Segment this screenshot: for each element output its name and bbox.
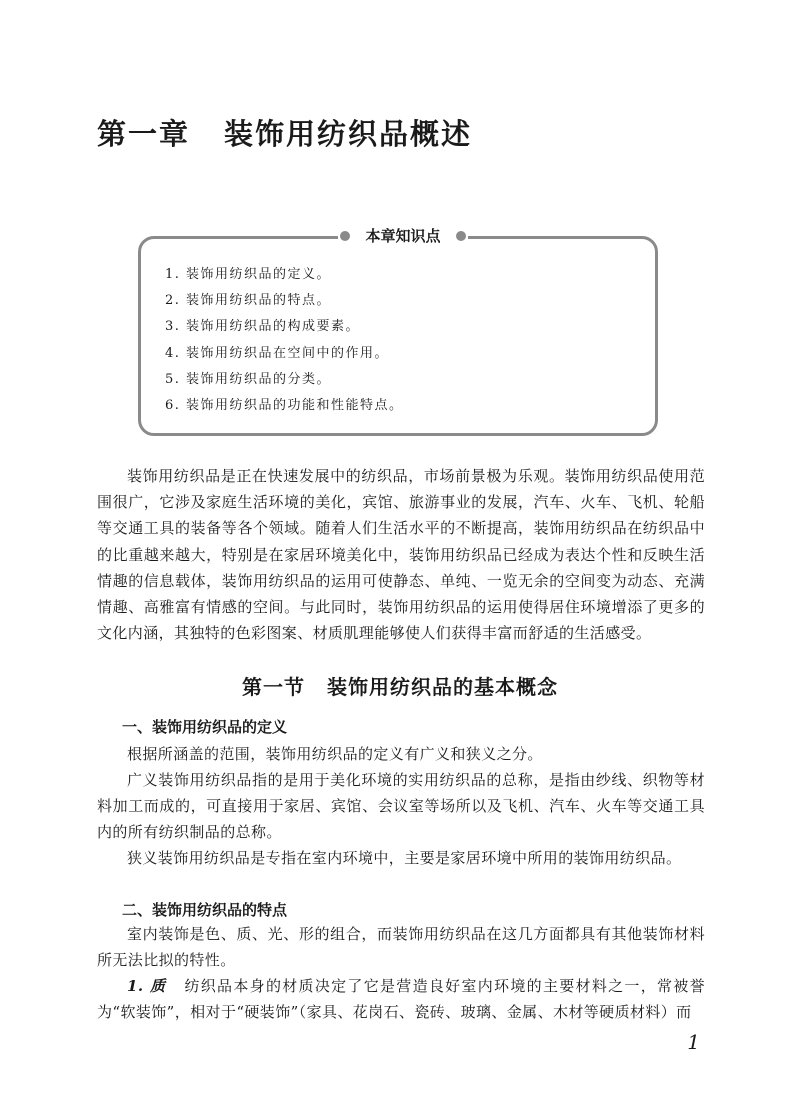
list-item: 3. 装饰用纺织品的构成要素。 <box>165 319 361 335</box>
features-paragraph-1: 室内装饰是色、质、光、形的组合，而装饰用纺织品在这几方面都具有其他装饰材料所无法比拟的特性。 <box>97 925 705 970</box>
list-item: 6. 装饰用纺织品的功能和性能特点。 <box>165 397 404 413</box>
list-item: 1. 装饰用纺织品的定义。 <box>165 267 332 282</box>
knowledge-points-title: 本章知识点 <box>365 227 441 245</box>
section-number: 第一节 <box>242 675 305 699</box>
chapter-title <box>97 112 472 153</box>
list-item: 2. 装饰用纺织品的特点。 <box>165 293 332 309</box>
page-number: 1 <box>687 1030 700 1054</box>
features-item-1 <box>97 973 705 1025</box>
section-title <box>0 671 800 700</box>
bullet-dot-icon <box>340 231 350 241</box>
features-item-1-label: 1. 质 <box>127 977 167 995</box>
list-item: 4. 装饰用纺织品在空间中的作用。 <box>165 345 390 361</box>
chapter-number: 第一章 <box>97 117 191 151</box>
list-item: 5. 装饰用纺织品的分类。 <box>165 371 332 387</box>
knowledge-points-list <box>165 262 404 419</box>
chapter-name: 装饰用纺织品概述 <box>224 117 473 151</box>
definition-paragraph-1: 根据所涵盖的范围，装饰用纺织品的定义有广义和狭义之分。 <box>127 745 543 763</box>
knowledge-points-header <box>338 224 468 248</box>
definition-heading: 一、装饰用纺织品的定义 <box>122 718 288 736</box>
section-name: 装饰用纺织品的基本概念 <box>327 675 558 699</box>
definition-paragraph-2: 广义装饰用纺织品指的是用于美化环境的实用纺织品的总称，是指由纱线、织物等材料加工而成的，可直接用于家居、宾馆、会议室等场所以及飞机、汽车、火车等交通工具内的所有纺织制品的总称。 <box>97 771 705 842</box>
features-heading: 二、装饰用纺织品的特点 <box>122 901 288 919</box>
intro-paragraph: 装饰用纺织品是正在快速发展中的纺织品，市场前景极为乐观。装饰用纺织品使用范围很广，它涉及家庭生活环境的美化，宾馆、旅游事业的发展，汽车、火车、飞机、轮船等交通工具的装备等各个领域。随着人们生活水平的不断提高，装饰用纺织品在纺织品中的比重越来越大，特别是在家居环境美化中，装饰用纺织品已经成为表达个性和反映生活情趣的信息载体，装饰用纺织品的运用可使静态、单纯、一览无余的空间变为动态、充满情趣、高雅富有情感的空间。与此同时，装饰用纺织品的运用使得居住环境增添了更多的文化内涵，其独特的色彩图案、材质肌理能够使人们获得丰富而舒适的生活感受。 <box>97 467 705 643</box>
definition-paragraph-3: 狭义装饰用纺织品是专指在室内环境中，主要是家居环境中所用的装饰用纺织品。 <box>127 849 682 867</box>
features-item-1-text: 纺织品本身的材质决定了它是营造良好室内环境的主要材料之一，常被誉为“软装饰”，相对于“硬装饰”（家具、花岗石、瓷砖、玻璃、金属、木材等硬质材料）而 <box>97 977 705 1022</box>
bullet-dot-icon <box>456 231 466 241</box>
